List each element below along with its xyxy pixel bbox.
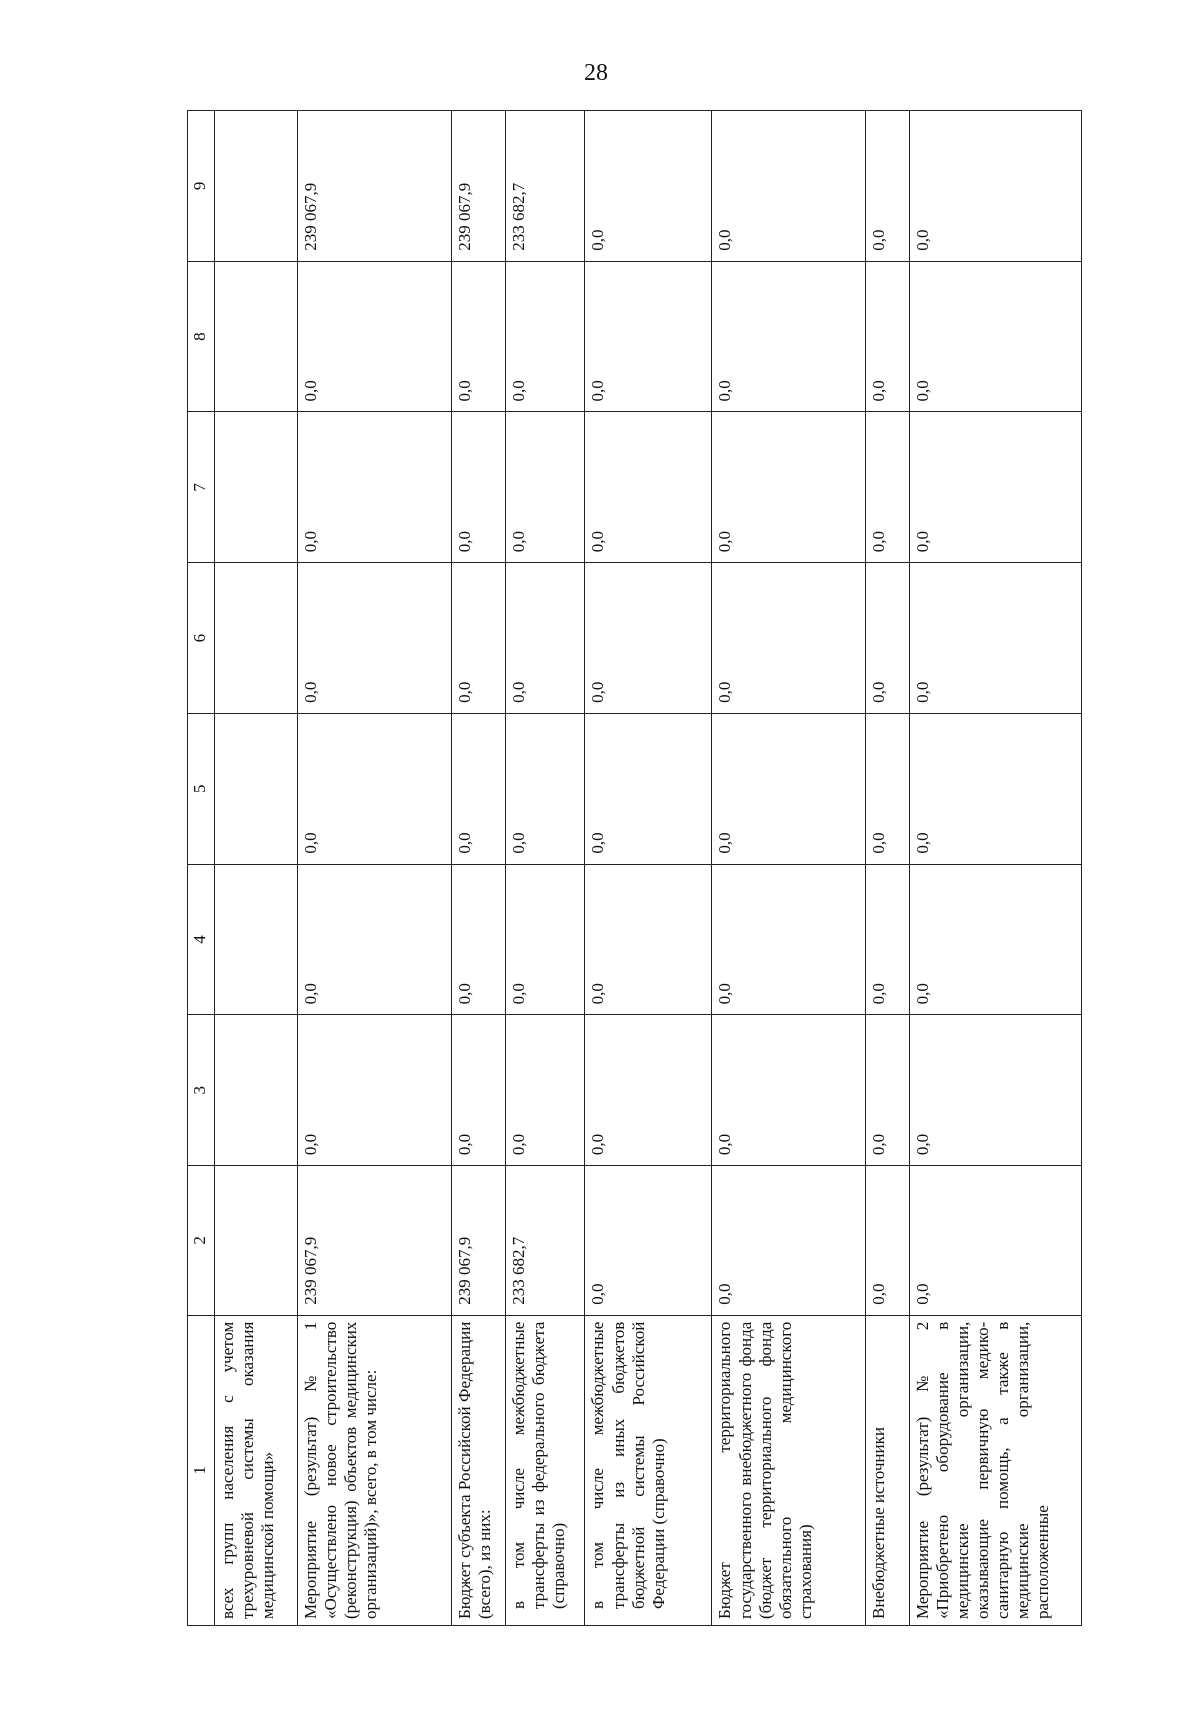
- page-number: 28: [584, 60, 608, 86]
- table-row: [712, 111, 866, 1626]
- cell-col-6: 0,0: [712, 563, 866, 714]
- cell-col-8: 0,0: [910, 261, 1082, 412]
- cell-col-6: 0,0: [585, 563, 712, 714]
- cell-col-4: 0,0: [585, 864, 712, 1015]
- cell-col-5: 0,0: [712, 713, 866, 864]
- budget-table: [187, 110, 1082, 1626]
- cell-col-8: [215, 261, 298, 412]
- header-col-1: 1: [188, 1315, 215, 1625]
- cell-col-4: 0,0: [298, 864, 452, 1015]
- cell-col-3: 0,0: [585, 1015, 712, 1166]
- table-row: [452, 111, 506, 1626]
- table-row: [215, 111, 298, 1626]
- table-row: [506, 111, 585, 1626]
- cell-col-2: 239 067,9: [452, 1166, 506, 1316]
- cell-col-7: 0,0: [585, 412, 712, 563]
- table-row: [298, 111, 452, 1626]
- cell-col-7: 0,0: [910, 412, 1082, 563]
- cell-col-7: 0,0: [712, 412, 866, 563]
- cell-col-5: 0,0: [585, 713, 712, 864]
- cell-col-8: 0,0: [506, 261, 585, 412]
- cell-col-4: 0,0: [452, 864, 506, 1015]
- cell-col-2: [215, 1166, 298, 1316]
- header-col-6: 6: [188, 563, 215, 714]
- cell-col-8: 0,0: [585, 261, 712, 412]
- cell-col-5: 0,0: [506, 713, 585, 864]
- cell-col-7: 0,0: [298, 412, 452, 563]
- header-col-3: 3: [188, 1015, 215, 1166]
- header-col-5: 5: [188, 713, 215, 864]
- cell-col-8: 0,0: [452, 261, 506, 412]
- cell-col-6: 0,0: [506, 563, 585, 714]
- cell-col-9: 0,0: [585, 111, 712, 262]
- cell-col-9: 239 067,9: [298, 111, 452, 262]
- row-label: Внебюджетные источники: [866, 1315, 910, 1625]
- cell-col-5: 0,0: [866, 713, 910, 864]
- table-row: [585, 111, 712, 1626]
- cell-col-3: 0,0: [452, 1015, 506, 1166]
- row-label: всех групп населения с учетом трехуровневой системы оказания медицинской помощи»: [215, 1315, 298, 1625]
- cell-col-6: 0,0: [452, 563, 506, 714]
- cell-col-4: [215, 864, 298, 1015]
- cell-col-4: 0,0: [712, 864, 866, 1015]
- row-label: Мероприятие (результат) № 2 «Приобретено оборудование в медицинские организации, оказывающие первичную медико-санитарную помощь, а также в медицинские организации, расположенные: [910, 1315, 1082, 1625]
- header-col-9: 9: [188, 111, 215, 262]
- cell-col-2: 0,0: [712, 1166, 866, 1316]
- cell-col-6: 0,0: [866, 563, 910, 714]
- cell-col-5: 0,0: [298, 713, 452, 864]
- row-label: в том числе межбюджетные трансферты из иных бюджетов бюджетной системы Российской Федерации (справочно): [585, 1315, 712, 1625]
- header-col-2: 2: [188, 1166, 215, 1316]
- cell-col-3: 0,0: [866, 1015, 910, 1166]
- header-col-7: 7: [188, 412, 215, 563]
- cell-col-2: 239 067,9: [298, 1166, 452, 1316]
- cell-col-6: [215, 563, 298, 714]
- cell-col-2: 0,0: [866, 1166, 910, 1316]
- cell-col-3: [215, 1015, 298, 1166]
- row-label: Бюджет территориального государственного внебюджетного фонда (бюджет территориального фонда обязательного медицинского страхования): [712, 1315, 866, 1625]
- row-label: Бюджет субъекта Российской Федерации (всего), из них:: [452, 1315, 506, 1625]
- cell-col-2: 0,0: [585, 1166, 712, 1316]
- cell-col-2: 0,0: [910, 1166, 1082, 1316]
- row-label: Мероприятие (результат) № 1 «Осуществлено новое строительство (реконструкция) объектов медицинских организаций)», всего, в том числе:: [298, 1315, 452, 1625]
- header-row: [188, 111, 215, 1626]
- cell-col-4: 0,0: [866, 864, 910, 1015]
- table-row: [866, 111, 910, 1626]
- cell-col-8: 0,0: [866, 261, 910, 412]
- cell-col-4: 0,0: [506, 864, 585, 1015]
- cell-col-3: 0,0: [506, 1015, 585, 1166]
- cell-col-5: [215, 713, 298, 864]
- cell-col-6: 0,0: [298, 563, 452, 714]
- cell-col-3: 0,0: [298, 1015, 452, 1166]
- cell-col-9: 0,0: [910, 111, 1082, 262]
- cell-col-6: 0,0: [910, 563, 1082, 714]
- cell-col-2: 233 682,7: [506, 1166, 585, 1316]
- row-label: в том числе межбюджетные трансферты из федерального бюджета (справочно): [506, 1315, 585, 1625]
- cell-col-8: 0,0: [298, 261, 452, 412]
- cell-col-7: 0,0: [506, 412, 585, 563]
- cell-col-5: 0,0: [910, 713, 1082, 864]
- cell-col-7: [215, 412, 298, 563]
- cell-col-9: 0,0: [866, 111, 910, 262]
- cell-col-9: [215, 111, 298, 262]
- header-col-8: 8: [188, 261, 215, 412]
- cell-col-4: 0,0: [910, 864, 1082, 1015]
- table-row: [910, 111, 1082, 1626]
- cell-col-9: 0,0: [712, 111, 866, 262]
- cell-col-7: 0,0: [866, 412, 910, 563]
- cell-col-9: 233 682,7: [506, 111, 585, 262]
- cell-col-3: 0,0: [712, 1015, 866, 1166]
- cell-col-9: 239 067,9: [452, 111, 506, 262]
- cell-col-8: 0,0: [712, 261, 866, 412]
- rotated-table-container: [187, 110, 1082, 1626]
- cell-col-5: 0,0: [452, 713, 506, 864]
- header-col-4: 4: [188, 864, 215, 1015]
- cell-col-3: 0,0: [910, 1015, 1082, 1166]
- cell-col-7: 0,0: [452, 412, 506, 563]
